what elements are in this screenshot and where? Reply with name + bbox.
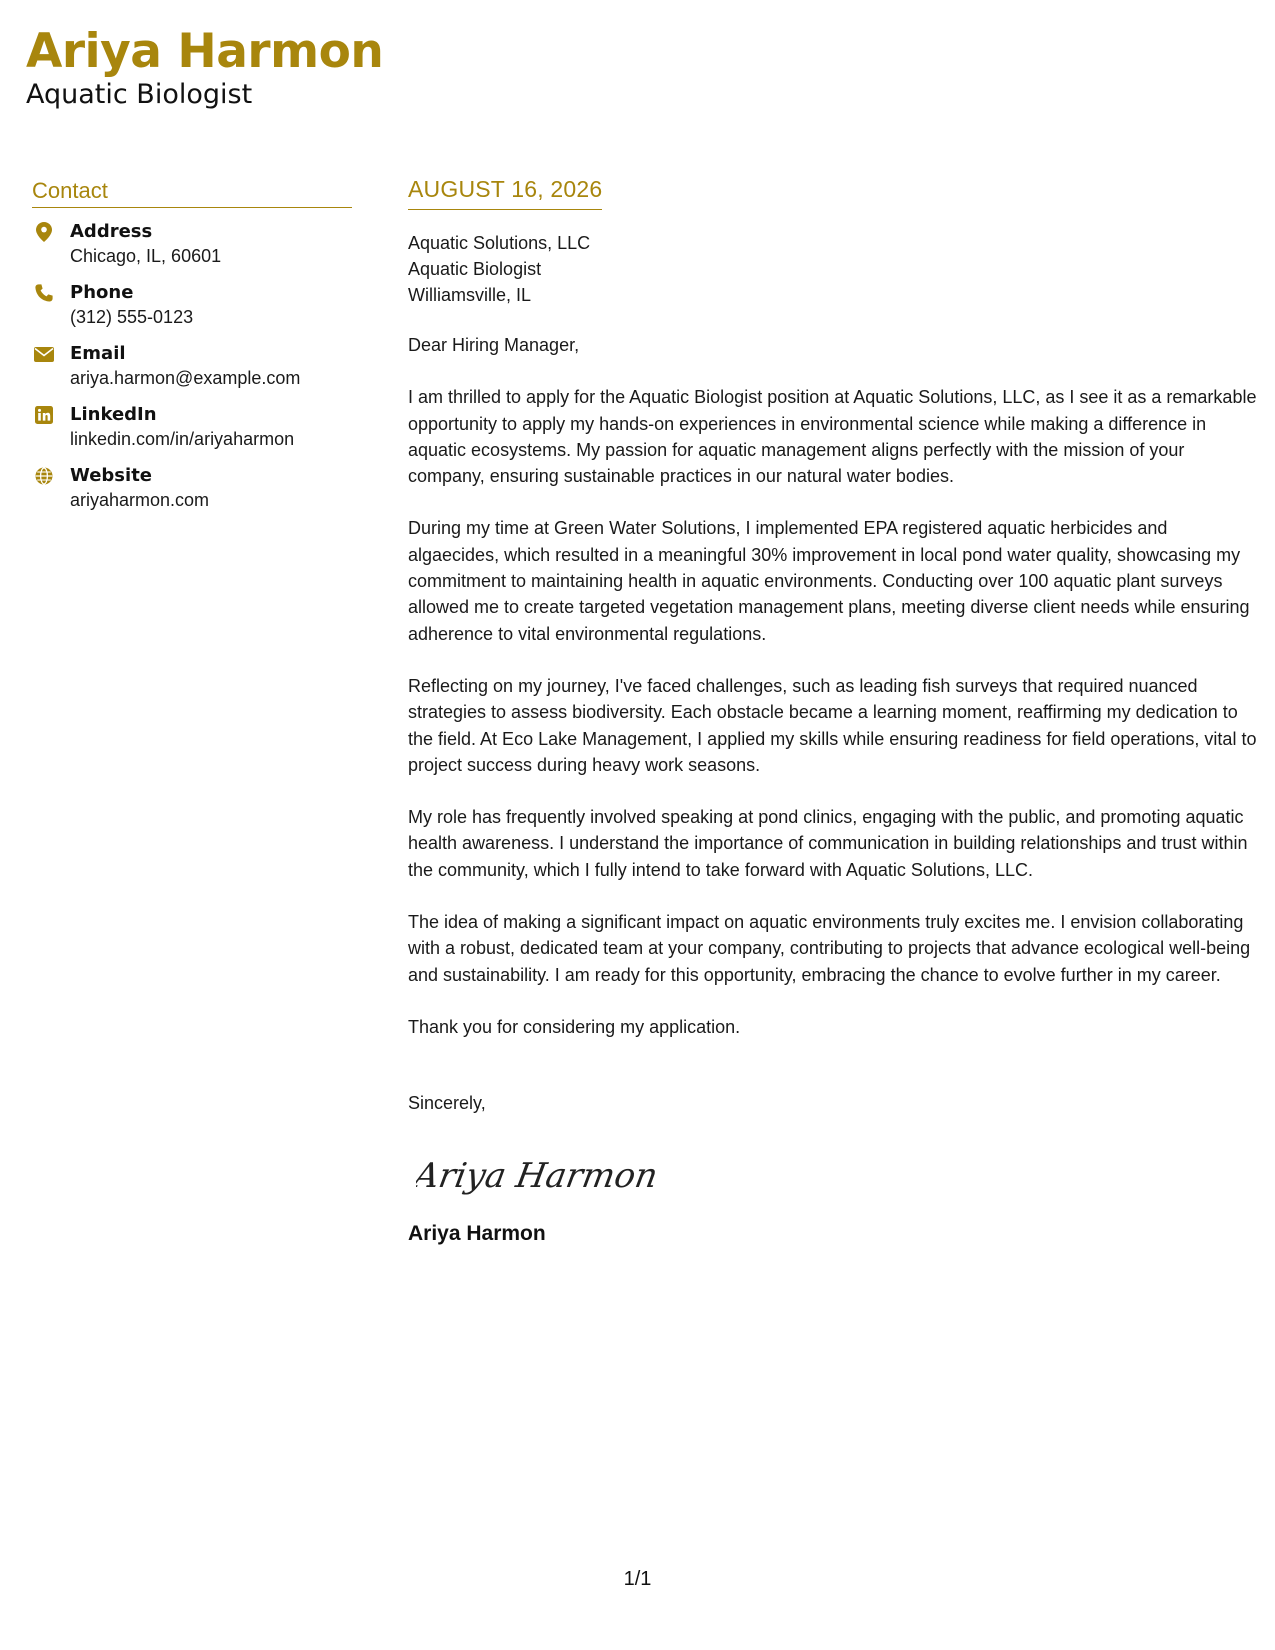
contact-sidebar <box>32 178 352 525</box>
globe-icon <box>34 466 54 486</box>
applicant-title: Aquatic Biologist <box>26 79 253 110</box>
recipient-position: Aquatic Biologist <box>408 259 542 279</box>
thank-you-paragraph: Thank you for considering my application. <box>408 1016 741 1037</box>
body-paragraph: During my time at Green Water Solutions, I implemented EPA registered aquatic herbicides and algaecides, which resulted in a meaningful 30% improvement in local pond water quality, showcasing my commitment to maintaining health in aquatic environments. Conducting over 100 aquatic plant surveys allowed me to create targeted vegetation management plans, meeting diverse client needs while ensuring adherence to vital environmental regulations. <box>408 518 1250 644</box>
contact-phone <box>32 281 352 330</box>
contact-website <box>32 464 352 513</box>
salutation: Dear Hiring Manager, <box>408 335 580 355</box>
contact-value[interactable]: ariya.harmon@example.com <box>70 368 301 388</box>
handwritten-signature <box>416 1145 676 1205</box>
closing: Sincerely, <box>408 1093 486 1114</box>
contact-heading: Contact <box>32 178 352 208</box>
page-number: 1/1 <box>623 1568 652 1590</box>
map-pin-icon <box>34 222 54 242</box>
contact-value: Chicago, IL, 60601 <box>70 246 222 266</box>
body-paragraph: I am thrilled to apply for the Aquatic Biologist position at Aquatic Solutions, LLC, as I see it as a remarkable opportunity to apply my hands-on experiences in environmental science while making a difference in aquatic ecosystems. My passion for aquatic management aligns perfectly with the mission of your company, ensuring sustainable practices in our natural water bodies. <box>408 387 1257 487</box>
contact-label: LinkedIn <box>70 404 157 425</box>
contact-value[interactable]: ariyaharmon.com <box>70 490 210 510</box>
recipient-block <box>408 230 1258 308</box>
contact-label: Address <box>70 221 153 242</box>
header <box>26 24 383 112</box>
letter-date: AUGUST 16, 2026 <box>408 176 602 210</box>
contact-value: (312) 555-0123 <box>70 307 194 327</box>
recipient-location: Williamsville, IL <box>408 285 532 305</box>
applicant-name: Ariya Harmon <box>26 24 384 79</box>
svg-text:Ariya Harmon: Ariya Harmon <box>416 1155 661 1196</box>
contact-label: Email <box>70 343 126 364</box>
letter-body <box>408 176 1258 1246</box>
contact-address <box>32 220 352 269</box>
contact-label: Website <box>70 465 153 486</box>
contact-email <box>32 342 352 391</box>
recipient-company: Aquatic Solutions, LLC <box>408 233 591 253</box>
envelope-icon <box>34 344 54 364</box>
signer-name: Ariya Harmon <box>408 1221 546 1245</box>
body-paragraph: My role has frequently involved speaking at pond clinics, engaging with the public, and promoting aquatic health awareness. I understand the importance of communication in building relationships and trust within the community, which I fully intend to take forward with Aquatic Solutions, LLC. <box>408 807 1248 880</box>
contact-value[interactable]: linkedin.com/in/ariyaharmon <box>70 429 295 449</box>
contact-linkedin <box>32 403 352 452</box>
body-paragraph: The idea of making a significant impact on aquatic environments truly excites me. I envision collaborating with a robust, dedicated team at your company, contributing to projects that advance ecological well-being and sustainability. I am ready for this opportunity, embracing the chance to evolve further in my career. <box>408 912 1251 985</box>
linkedin-icon <box>34 405 54 425</box>
phone-icon <box>34 283 54 303</box>
contact-label: Phone <box>70 282 134 303</box>
body-paragraph: Reflecting on my journey, I've faced challenges, such as leading fish surveys that required nuanced strategies to assess biodiversity. Each obstacle became a learning moment, reaffirming my dedication to the field. At Eco Lake Management, I applied my skills while ensuring readiness for field operations, vital to project success during heavy work seasons. <box>408 675 1257 775</box>
